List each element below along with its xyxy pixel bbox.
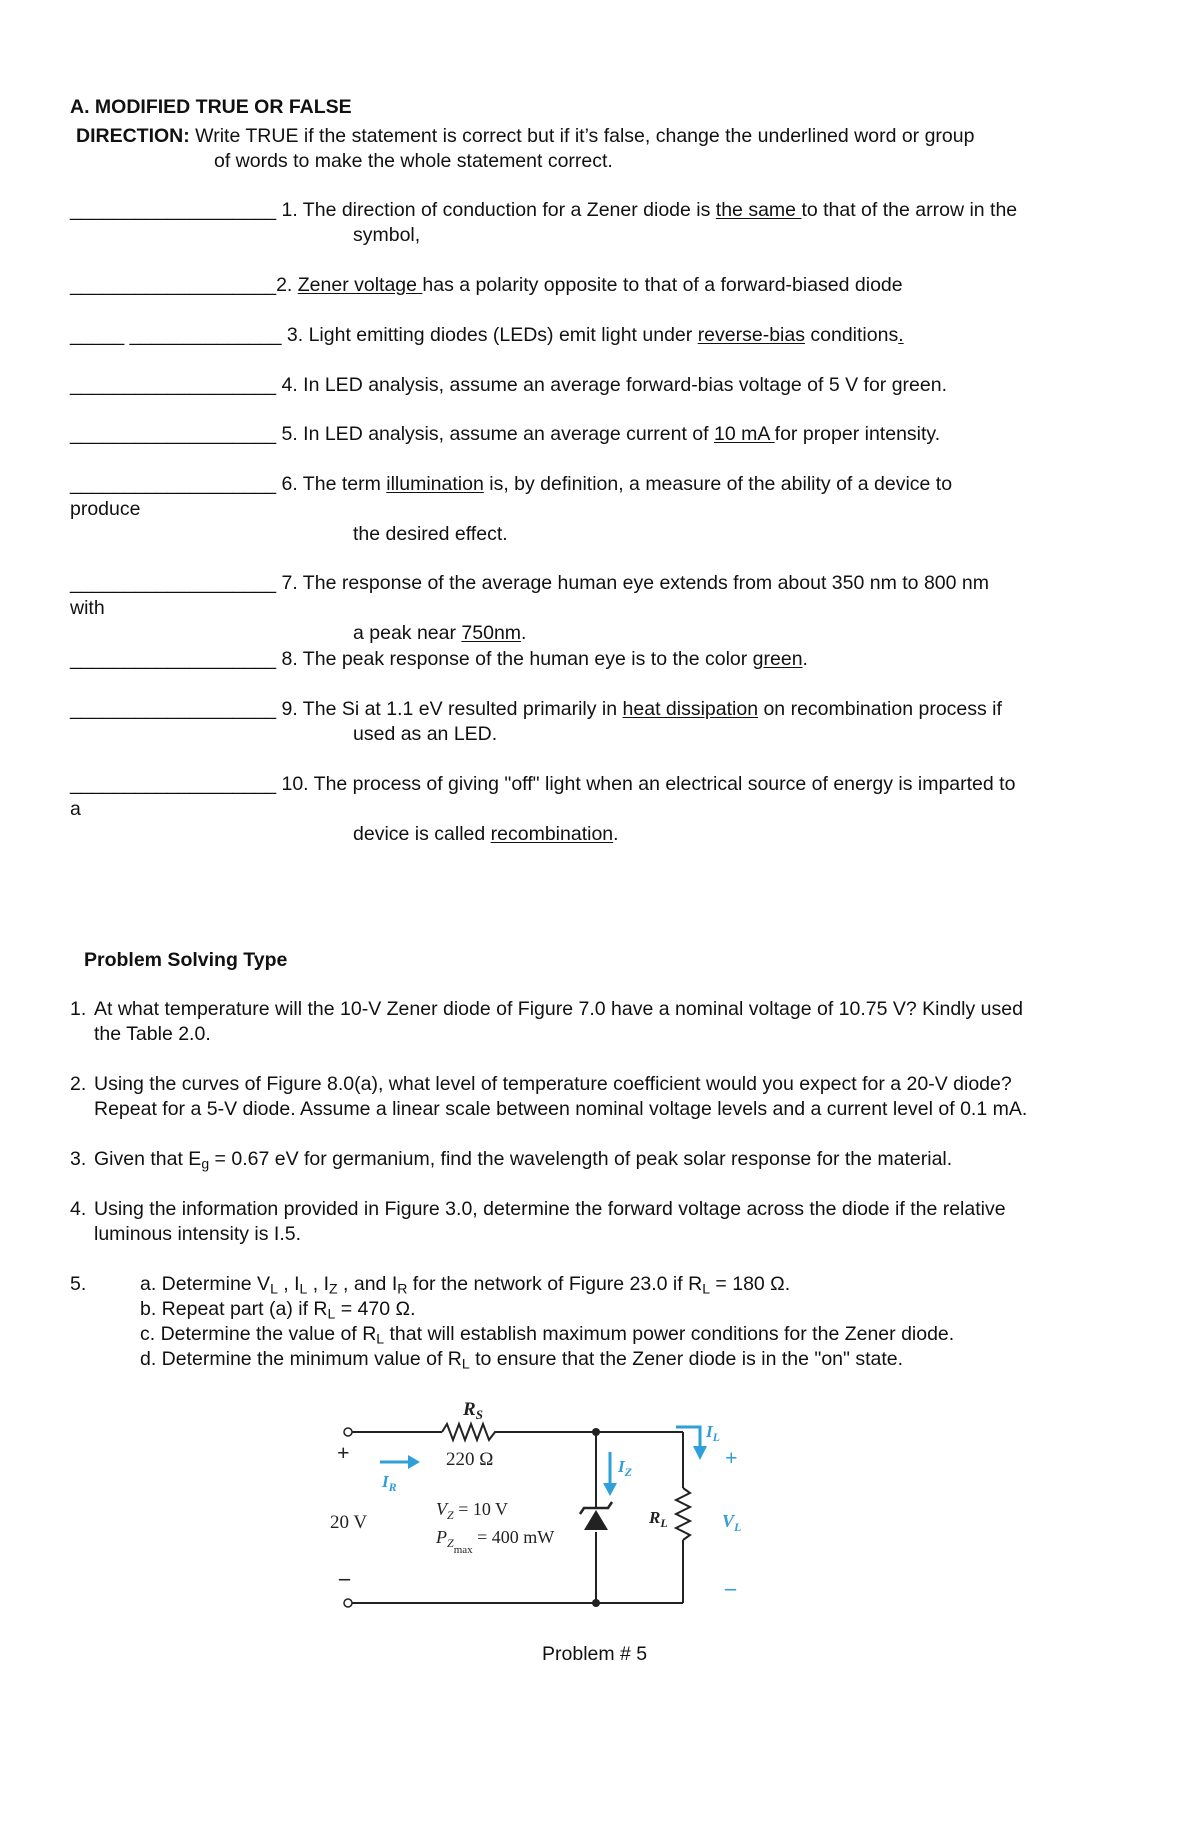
problem-3-number: 3. (70, 1148, 87, 1170)
junction-top (592, 1428, 600, 1436)
tf-item-6-cont: the desired effect. (353, 523, 508, 545)
answer-blank[interactable]: ___________________ (70, 473, 277, 495)
underlined-term: reverse-bias (697, 324, 805, 346)
section-b-title: Problem Solving Type (84, 949, 288, 971)
section-a-title: A. MODIFIED TRUE OR FALSE (70, 96, 352, 118)
problem-2-line-1: Using the curves of Figure 8.0(a), what level of temperature coefficient would you expect for a 20-V diode? (94, 1073, 1012, 1095)
direction-text: Write TRUE if the statement is correct but if it’s false, change the underlined word or group (189, 125, 975, 147)
underlined-term: 750nm (461, 622, 522, 644)
problem-2-line-2: Repeat for a 5-V diode. Assume a linear scale between nominal voltage levels and a current level of 0.1 mA. (94, 1098, 1028, 1120)
rs-label: $R_S$ (463, 1399, 483, 1422)
terminal-bottom (344, 1599, 352, 1607)
rl-label: $R_L$ (649, 1508, 668, 1530)
underlined-term: 10 mA (713, 423, 775, 445)
problem-4-line-1: Using the information provided in Figure 3.0, determine the forward voltage across the diode if the relative (94, 1198, 1006, 1220)
answer-blank[interactable]: ___________________ (70, 274, 277, 296)
problem-2-number: 2. (70, 1073, 87, 1095)
vl-label: $V_L$ (722, 1511, 742, 1534)
ir-arrowhead (408, 1455, 420, 1469)
resistor-rl-symbol (676, 1488, 690, 1540)
tf-item-5: ___________________ 5. In LED analysis, assume an average current of 10 mA for proper intensity. (70, 423, 941, 445)
tf-item-2: ___________________2. Zener voltage has a polarity opposite to that of a forward-biased diode (70, 274, 903, 296)
il-arrow-line (676, 1427, 700, 1448)
tf-item-6-wrap: produce (70, 498, 141, 520)
underlined-term: green (752, 648, 803, 670)
direction-label: DIRECTION: (76, 125, 190, 147)
tf-item-4: ___________________ 4. In LED analysis, assume an average forward-bias voltage of 5 V for green. (70, 374, 948, 396)
problem-1-line-1: At what temperature will the 10-V Zener diode of Figure 7.0 have a nominal voltage of 10.75 V? Kindly used (94, 998, 1023, 1020)
iz-arrowhead (603, 1483, 617, 1496)
pz-label: $P_{Zmax} = 400$ mW (436, 1527, 555, 1556)
iz-label: $I_Z$ (618, 1457, 632, 1479)
problem-5c: c. Determine the value of $R_L$ that will establish maximum power conditions for the Zener diode. (140, 1323, 955, 1347)
problem-1-line-2: the Table 2.0. (94, 1023, 211, 1045)
il-label: $I_L$ (706, 1422, 720, 1444)
answer-blank[interactable]: ___________________ (70, 374, 277, 396)
problem-4-number: 4. (70, 1198, 87, 1220)
source-minus: – (339, 1565, 350, 1590)
tf-item-1-cont: symbol, (353, 224, 421, 246)
source-plus: + (337, 1440, 350, 1465)
tf-item-3: _____ ______________ 3. Light emitting diodes (LEDs) emit light under reverse-bias conditions. (70, 324, 904, 346)
answer-blank[interactable]: ___________________ (70, 199, 277, 221)
answer-blank[interactable]: ___________________ (70, 773, 277, 795)
ir-label: $I_R$ (382, 1472, 397, 1494)
tf-item-6: ___________________ 6. The term illumination is, by definition, a measure of the ability of a device to (70, 473, 953, 495)
problem-5a: a. Determine $V_L$ , $I_L$ , $I_Z$ , and $I_R$ for the network of Figure 23.0 if $R_L = 180$ Ω. (140, 1273, 791, 1297)
vl-minus: – (725, 1575, 736, 1600)
problem-5d: d. Determine the minimum value of $R_L$ to ensure that the Zener diode is in the "on" state. (140, 1348, 904, 1372)
underlined-term: heat dissipation (622, 698, 759, 720)
figure-caption: Problem # 5 (542, 1643, 648, 1665)
tf-item-7: ___________________ 7. The response of the average human eye extends from about 350 nm to 800 nm (70, 572, 989, 594)
underlined-term: Zener voltage (297, 274, 423, 296)
underlined-term: illumination (386, 473, 484, 495)
problem-3-text: Given that $E_g = 0.67$ eV for germanium, find the wavelength of peak solar response for the material. (94, 1148, 953, 1172)
problem-5b: b. Repeat part (a) if $R_L = 470$ Ω. (140, 1298, 416, 1322)
tf-item-10-cont: device is called recombination. (353, 823, 619, 845)
direction-text-cont: of words to make the whole statement correct. (214, 150, 613, 172)
tf-item-9: ___________________ 9. The Si at 1.1 eV resulted primarily in heat dissipation on recombination process if (70, 698, 1002, 720)
terminal-top (344, 1428, 352, 1436)
vl-plus: + (725, 1445, 738, 1470)
answer-blank[interactable]: ___________________ (70, 423, 277, 445)
junction-bottom (592, 1599, 600, 1607)
resistor-rs-symbol (442, 1424, 500, 1440)
il-arrowhead (693, 1446, 707, 1460)
tf-item-8: ___________________ 8. The peak response of the human eye is to the color green. (70, 648, 808, 670)
tf-item-7-cont: a peak near 750nm. (353, 622, 527, 644)
tf-item-1: ___________________ 1. The direction of conduction for a Zener diode is the same to that of the arrow in the (70, 199, 1018, 221)
problem-1-number: 1. (70, 998, 87, 1020)
source-voltage: 20 V (330, 1512, 368, 1533)
tf-item-10: ___________________ 10. The process of giving "off" light when an electrical source of energy is imparted to (70, 773, 1016, 795)
problem-4-line-2: luminous intensity is I.5. (94, 1223, 302, 1245)
zener-diode-symbol (584, 1510, 608, 1530)
vz-label: $V_Z = 10$ V (436, 1499, 509, 1522)
underlined-term: the same (715, 199, 802, 221)
answer-blank[interactable]: _____ ______________ (70, 324, 282, 346)
tf-item-7-wrap: with (70, 597, 105, 619)
answer-blank[interactable]: ___________________ (70, 572, 277, 594)
tf-item-10-wrap: a (70, 798, 81, 820)
problem-5-number: 5. (70, 1273, 87, 1295)
answer-blank[interactable]: ___________________ (70, 698, 277, 720)
answer-blank[interactable]: ___________________ (70, 648, 277, 670)
tf-item-9-cont: used as an LED. (353, 723, 498, 745)
rs-value: 220 Ω (446, 1449, 494, 1470)
underlined-term: recombination (490, 823, 614, 845)
